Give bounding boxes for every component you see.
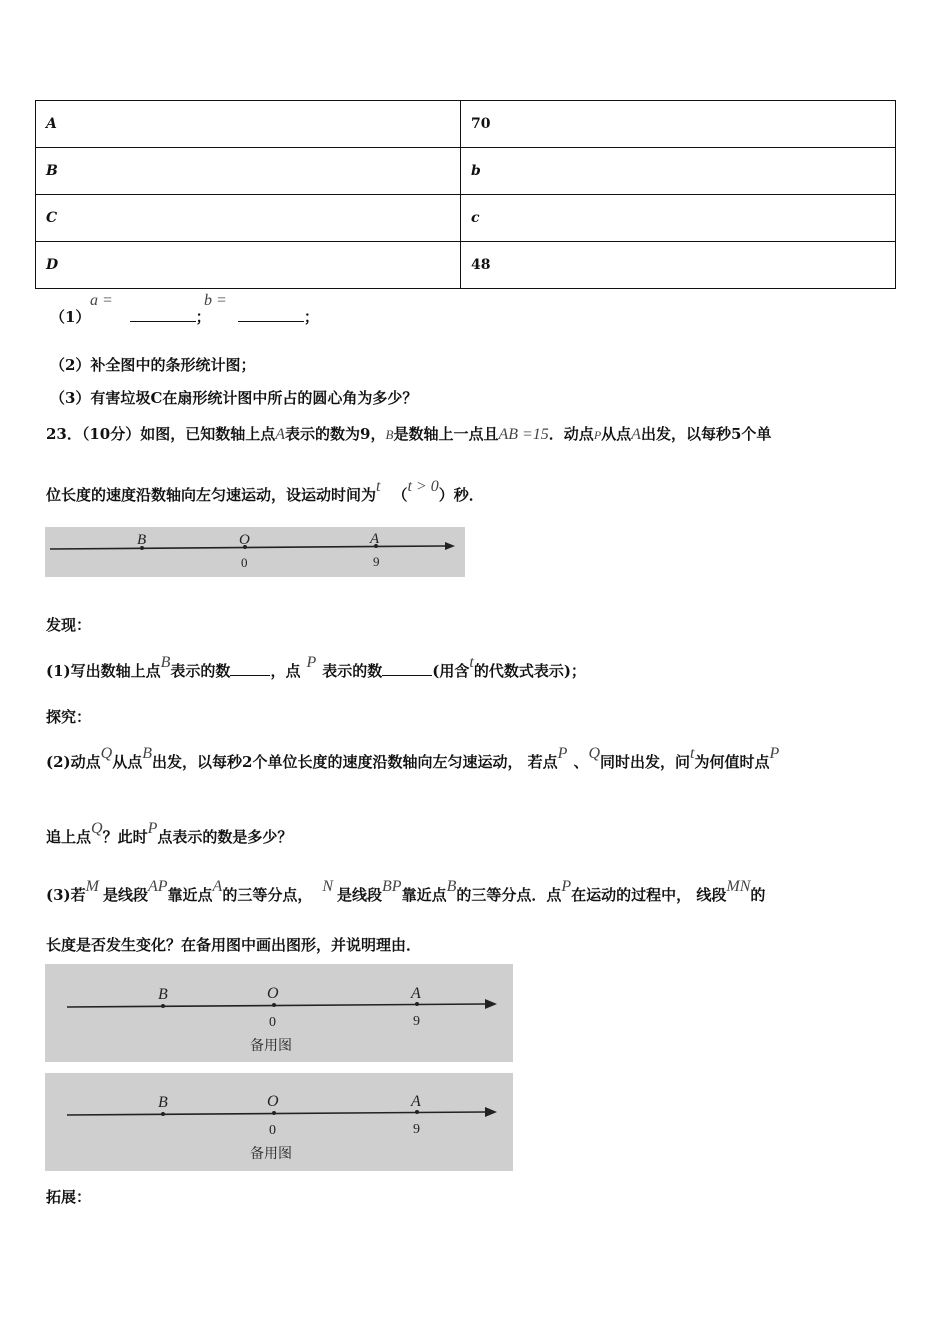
table-cell-value: 70: [461, 101, 896, 148]
axis-label-b: B: [158, 986, 168, 1003]
table-cell-value: 48: [461, 242, 896, 289]
backup-number-line-1: [45, 964, 513, 1062]
table-cell-value: b: [461, 148, 896, 195]
answer-blank-a[interactable]: [130, 307, 196, 322]
q22-part1: （1） a = ； b = ；: [50, 292, 319, 326]
q22-part3: （3）有害垃圾C在扇形统计图中所占的圆心角为多少？: [50, 389, 418, 407]
section-find: 发现：: [46, 616, 92, 634]
table-cell-label: D: [36, 242, 461, 289]
axis-label-a: A: [411, 1093, 421, 1110]
axis-label-b: B: [158, 1094, 168, 1111]
axis-label-a: A: [411, 985, 421, 1002]
axis-number-0: 0: [269, 1015, 276, 1030]
q23-sub3-line2: 长度是否发生变化？在备用图中画出图形，并说明理由．: [46, 936, 422, 954]
table-cell-label: B: [36, 148, 461, 195]
axis-label-o: O: [267, 1093, 279, 1110]
axis-label-o: O: [239, 532, 250, 548]
axis-number-0: 0: [269, 1123, 276, 1138]
axis-number-9: 9: [413, 1122, 420, 1137]
data-table: [35, 100, 896, 289]
table-row: [36, 101, 896, 148]
q23-sub2-line1: (2)动点Q从点B出发，以每秒2个单位长度的速度沿数轴向左匀速运动， 若点P 、Q同时出发，问t为何值时点P: [46, 745, 780, 771]
axis-number-9: 9: [373, 554, 380, 569]
axis-label-a: A: [370, 531, 380, 547]
q23-sub1: (1)写出数轴上点B表示的数 ，点 P 表示的数 (用含t的代数式表示)；: [46, 654, 586, 680]
axis-label-o: O: [267, 985, 279, 1002]
figure-caption: 备用图: [250, 1147, 292, 1162]
axis-label-b: B: [137, 532, 147, 548]
q23-line1: 23．（10分）如图，已知数轴上点A表示的数为9，B是数轴上一点且AB =15．动点P从点A出发，以每秒5个单: [46, 425, 772, 443]
axis-number-0: 0: [241, 555, 248, 570]
number-line-figure: [45, 527, 465, 577]
answer-blank-b[interactable]: [238, 307, 304, 322]
q23-sub3-line1: (3)若M 是线段AP靠近点A的三等分点， N 是线段BP靠近点B的三等分点．点P在运动的过程中， 线段MN的: [46, 878, 766, 904]
q23-line2: 位长度的速度沿数轴向左匀速运动，设运动时间为t （t > 0）秒．: [46, 478, 484, 504]
section-explore: 探究：: [46, 708, 92, 726]
q22-part2: （2）补全图中的条形统计图；: [50, 356, 256, 374]
table-cell-value: c: [461, 195, 896, 242]
table-row: [36, 242, 896, 289]
axis-number-9: 9: [413, 1014, 420, 1029]
answer-blank-p-value[interactable]: [382, 661, 432, 676]
answer-blank-b-value[interactable]: [230, 661, 270, 676]
table-cell-label: A: [36, 101, 461, 148]
backup-number-line-2: [45, 1073, 513, 1171]
figure-caption: 备用图: [250, 1039, 292, 1054]
table-row: [36, 195, 896, 242]
q23-sub2-line2: 追上点Q？此时P点表示的数是多少？: [46, 820, 293, 846]
section-extend: 拓展：: [46, 1188, 92, 1206]
table-cell-label: C: [36, 195, 461, 242]
table-row: [36, 148, 896, 195]
